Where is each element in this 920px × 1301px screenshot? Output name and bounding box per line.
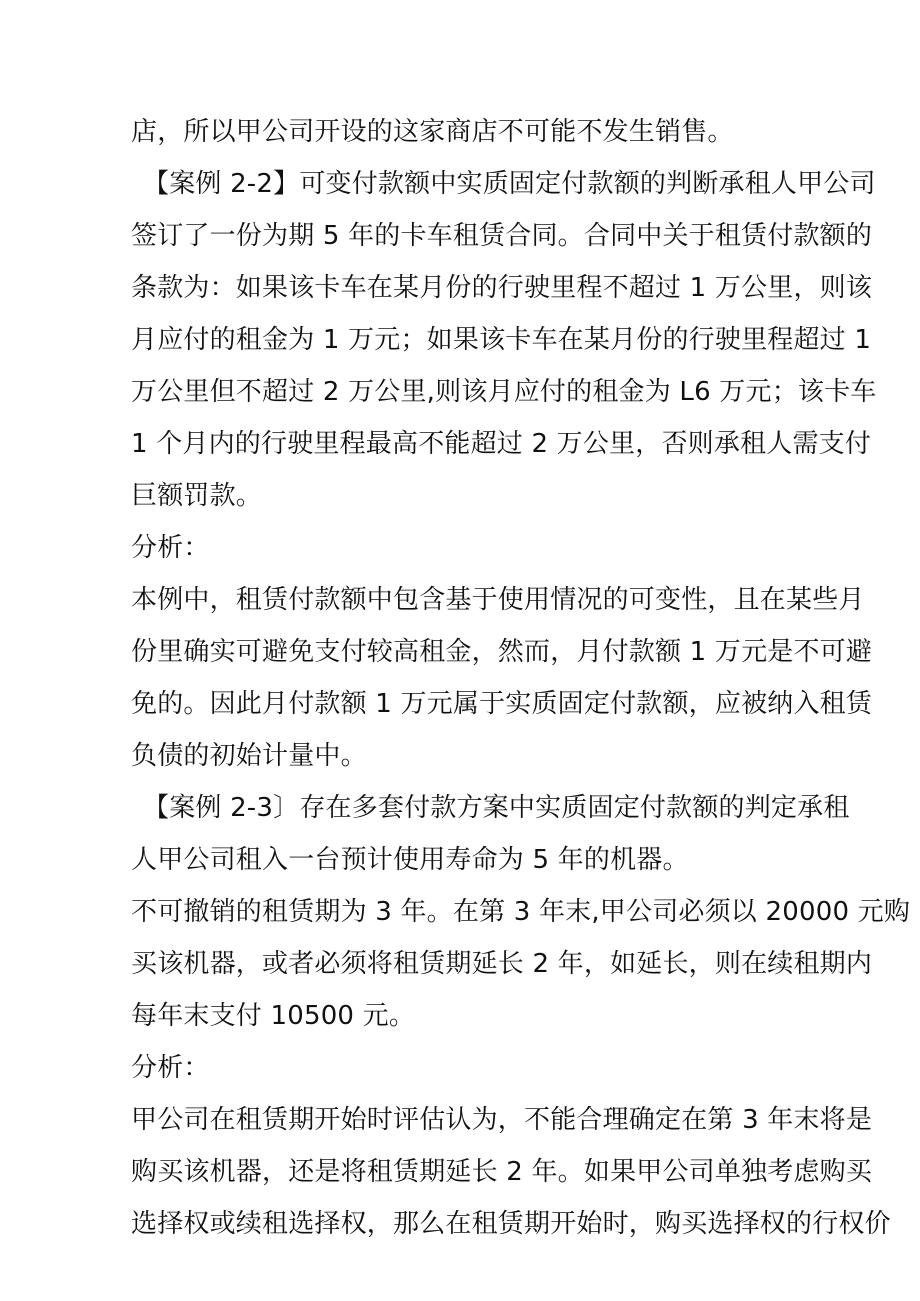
paragraph-line: 月应付的租金为 1 万元；如果该卡车在某月份的行驶里程超过 1 <box>131 325 872 355</box>
case-heading-2-2: 【案例 2-2】可变付款额中实质固定付款额的判断承租人甲公司 <box>143 169 876 199</box>
analysis-heading: 分析： <box>131 1053 210 1083</box>
paragraph-line: 巨额罚款。 <box>131 481 263 511</box>
paragraph-line: 负债的初始计量中。 <box>131 741 367 771</box>
paragraph-line: 免的。因此月付款额 1 万元属于实质固定付款额，应被纳入租赁 <box>131 689 873 719</box>
paragraph-line: 店，所以甲公司开设的这家商店不可能不发生销售。 <box>131 117 734 147</box>
analysis-heading: 分析： <box>131 533 210 563</box>
paragraph-line: 份里确实可避免支付较高租金，然而，月付款额 1 万元是不可避 <box>131 637 873 667</box>
paragraph-line: 不可撤销的租赁期为 3 年。在第 3 年末,甲公司必须以 20000 元购 <box>131 897 911 927</box>
paragraph-line: 本例中，租赁付款额中包含基于使用情况的可变性，且在某些月 <box>131 585 865 615</box>
paragraph-line: 签订了一份为期 5 年的卡车租赁合同。合同中关于租赁付款额的 <box>131 221 873 251</box>
paragraph-line: 条款为：如果该卡车在某月份的行驶里程不超过 1 万公里，则该 <box>131 273 873 303</box>
paragraph-line: 选择权或续租选择权，那么在租赁期开始时，购买选择权的行权价 <box>131 1209 891 1239</box>
paragraph-line: 万公里但不超过 2 万公里,则该月应付的租金为 L6 万元；该卡车 <box>131 377 877 407</box>
paragraph-line: 每年末支付 10500 元。 <box>131 1001 416 1031</box>
paragraph-line: 买该机器，或者必须将租赁期延长 2 年，如延长，则在续租期内 <box>131 949 873 979</box>
paragraph-line: 1 个月内的行驶里程最高不能超过 2 万公里，否则承租人需支付 <box>131 429 872 459</box>
paragraph-line: 购买该机器，还是将租赁期延长 2 年。如果甲公司单独考虑购买 <box>131 1157 873 1187</box>
paragraph-line: 甲公司在租赁期开始时评估认为，不能合理确定在第 3 年末将是 <box>131 1105 873 1135</box>
paragraph-line: 人甲公司租入一台预计使用寿命为 5 年的机器。 <box>131 845 689 875</box>
case-heading-2-3: 【案例 2-3〕存在多套付款方案中实质固定付款额的判定承租 <box>143 793 850 823</box>
